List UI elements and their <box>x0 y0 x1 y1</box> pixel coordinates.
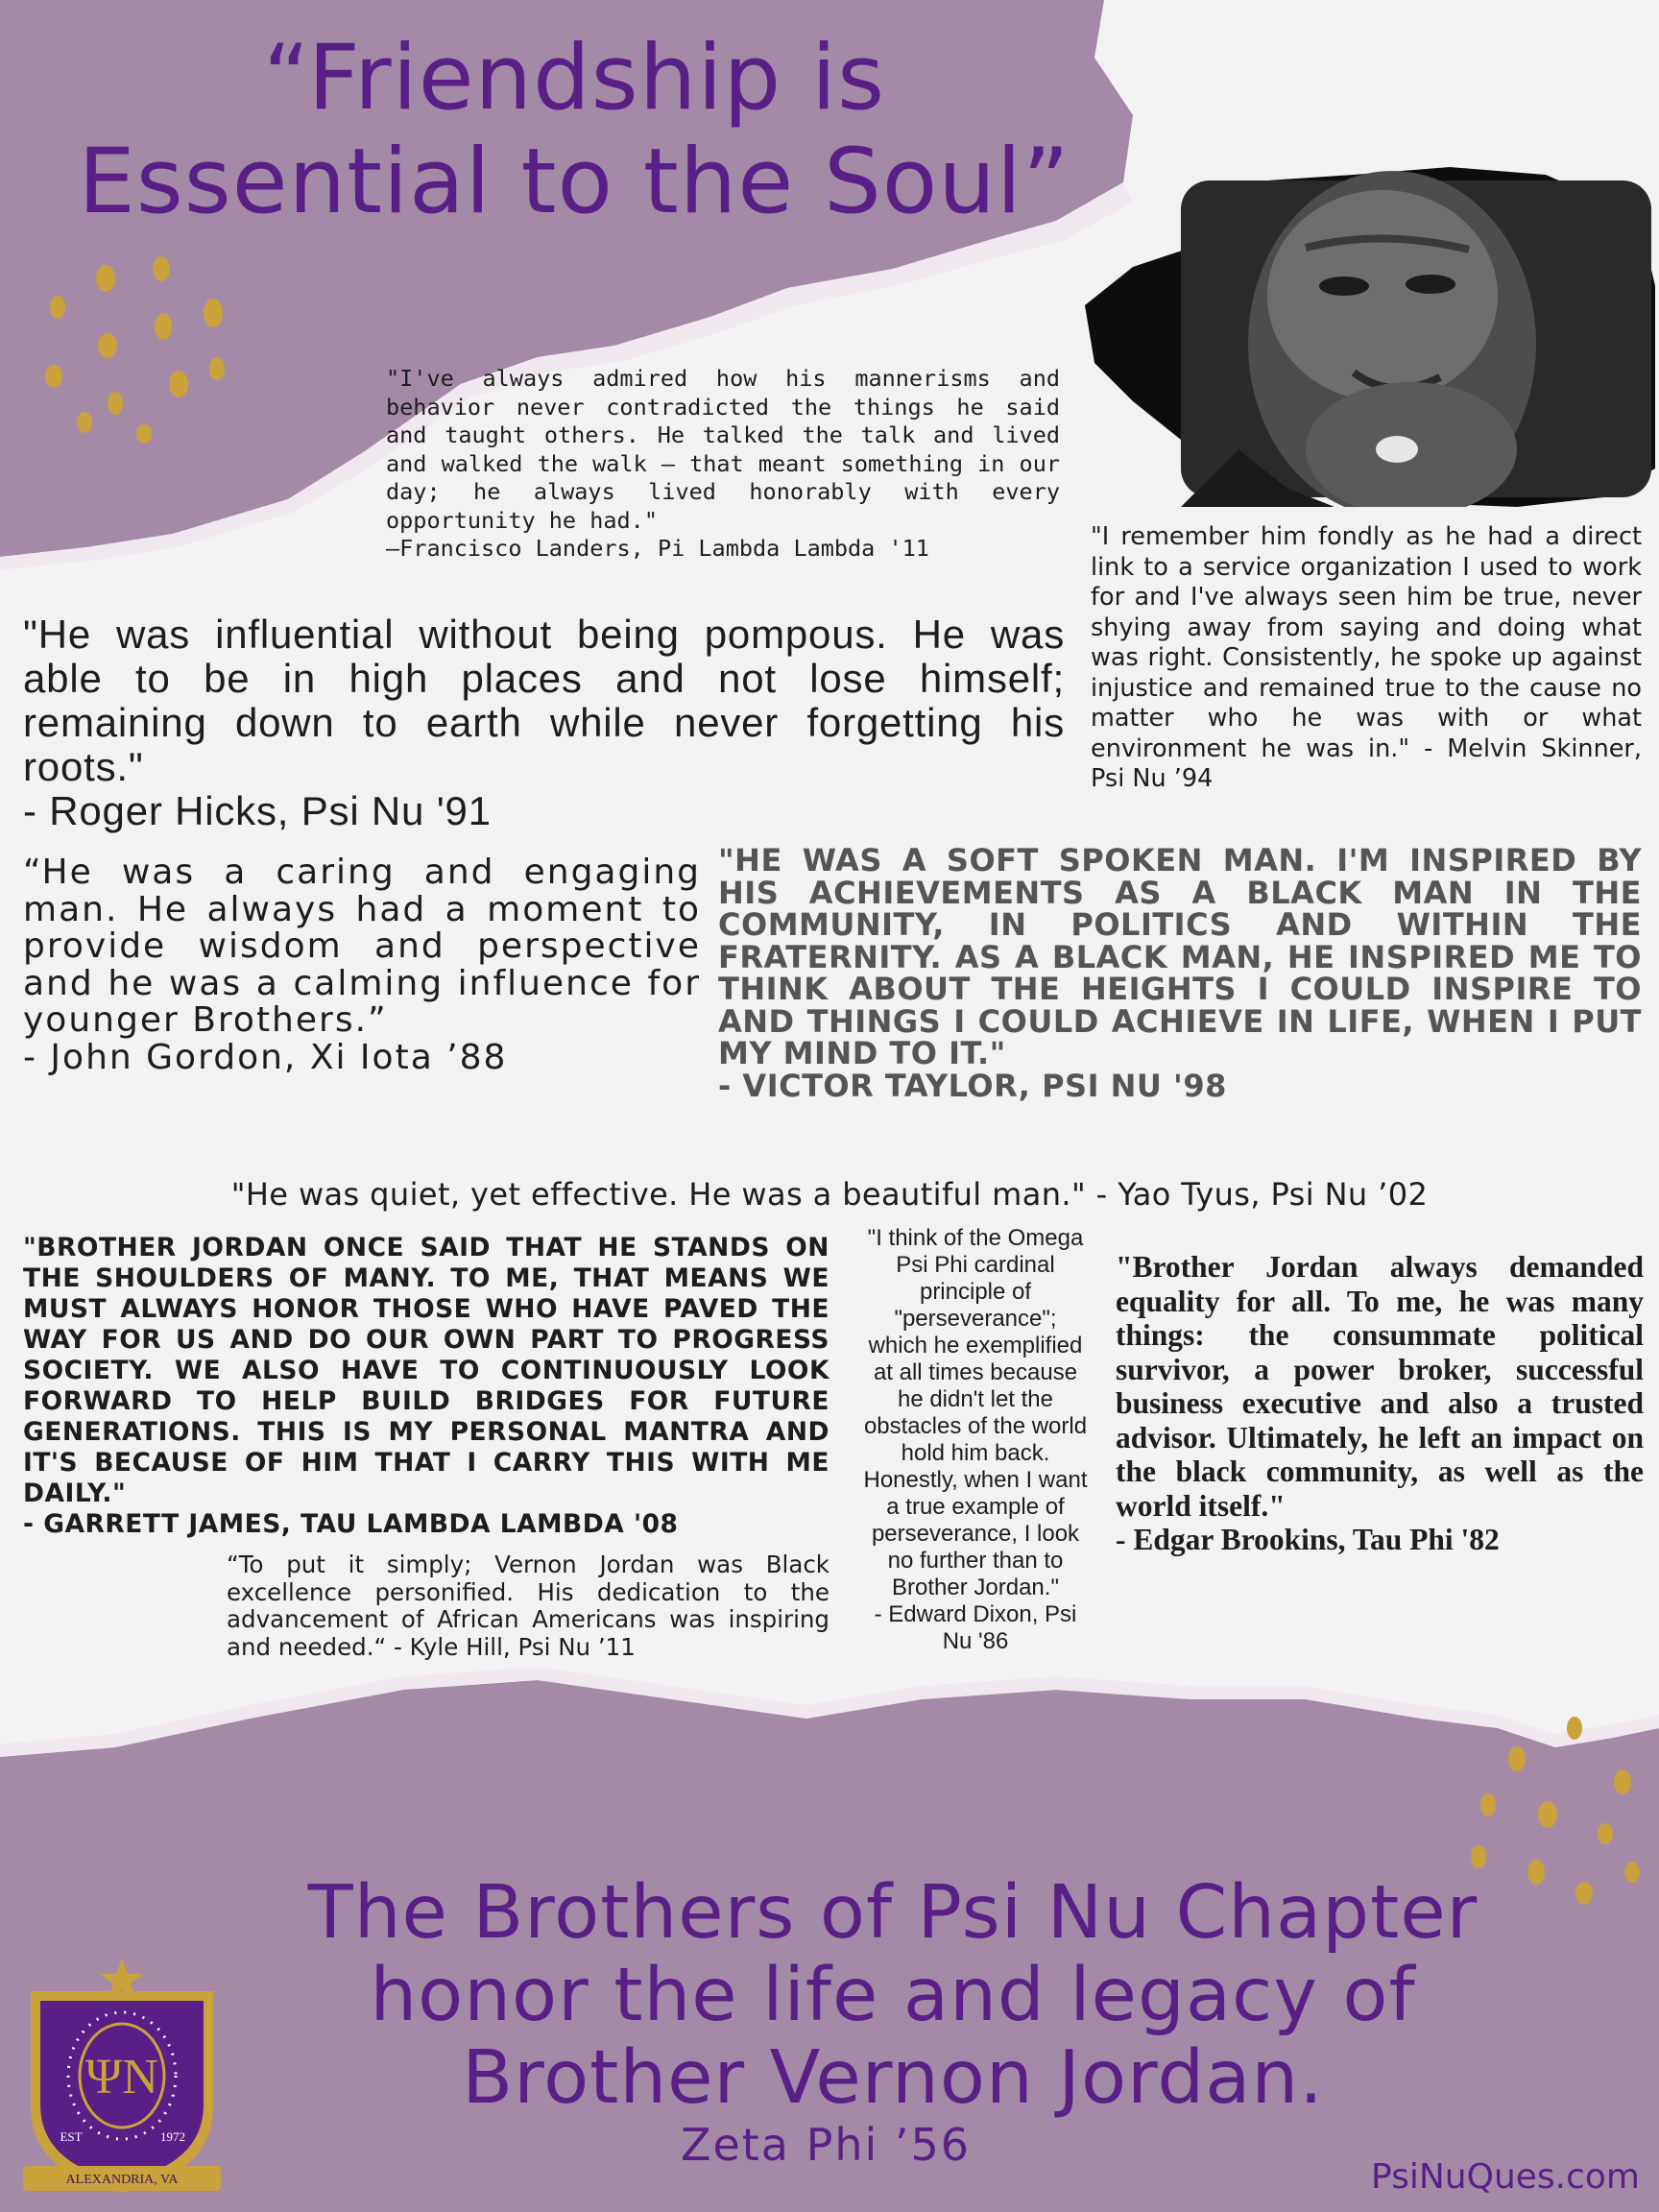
page-title-line-2: Essential to the Soul” <box>78 130 1070 234</box>
website-link[interactable]: PsiNuQues.com <box>1371 2157 1640 2197</box>
quote-attribution: - GARRETT JAMES, TAU LAMBDA LAMBDA '08 <box>23 1509 679 1539</box>
crest-letters: ΨN <box>85 2050 158 2104</box>
quote-text: "I've always admired how his mannerisms and behavior never contradicted the things he said and taught others. He talked the talk and lived and walked the walk – that meant something in our day; he always lived honorably with every opportunity he had." <box>386 365 1060 534</box>
quote-attribution: - VICTOR TAYLOR, PSI NU '98 <box>718 1067 1227 1104</box>
class-year: Zeta Phi ’56 <box>680 2119 972 2171</box>
quote-text: "HE WAS A SOFT SPOKEN MAN. I'M INSPIRED BY HIS ACHIEVEMENTS AS A BLACK MAN IN THE COMMUNITY, IN POLITICS AND WITHIN THE FRATERNITY. AS A BLACK MAN, HE INSPIRED ME TO THINK ABOUT THE HEIGHTS I COULD INSPIRE TO AND THINGS I COULD ACHIEVE IN LIFE, WHEN I PUT MY MIND TO IT." <box>718 842 1642 1071</box>
page-title-line-1: “Friendship is <box>262 26 886 131</box>
quote-attribution: - Edward Dixon, Psi Nu '86 <box>874 1601 1077 1654</box>
portrait-photo <box>1066 161 1655 507</box>
quote-roger-hicks <box>23 613 1065 833</box>
crest-location: ALEXANDRIA, VA <box>65 2173 179 2187</box>
crest-year: 1972 <box>160 2129 185 2144</box>
quote-attribution: - Edgar Brookins, Tau Phi '82 <box>1116 1523 1500 1556</box>
quote-john-gordon <box>23 854 701 1076</box>
quote-text: "I think of the Omega Psi Phi cardinal principle of "perseverance"; which he exemplified at all times because he didn't let the obstacles of the world hold him back. Honestly, when I want a true example of perseverance, I look no further than to Brother Jordan." <box>863 1225 1088 1600</box>
quote-attribution: - John Gordon, Xi Iota ’88 <box>23 1037 508 1077</box>
quote-text: "I remember him fondly as he had a direct link to a service organization I used to work for and I've always seen him be true, never shying away from saying and doing what was right. Consistently, he spoke up against injustice and remained true to the cause no matter who he was with or what environment he was in." <box>1091 522 1642 763</box>
chapter-crest-logo <box>21 1953 223 2199</box>
quote-edward-dixon <box>862 1225 1089 1655</box>
quote-edgar-brookins <box>1116 1250 1644 1557</box>
quote-text: “He was a caring and engaging man. He always had a moment to provide wisdom and perspective and he was a calming influence for younger Brothers.” <box>23 853 701 1040</box>
tribute-heading <box>144 1872 1642 2120</box>
quote-kyle-hill: “To put it simply; Vernon Jordan was Black excellence personified. His dedication to the advancement of African Americans was inspiring and needed.“ - Kyle Hill, Psi Nu ’11 <box>227 1551 830 1661</box>
quote-attribution: - Roger Hicks, Psi Nu '91 <box>23 788 492 833</box>
quote-text: "He was influential without being pompous. He was able to be in high places and not lose himself; remaining down to earth while never forgetting his roots." <box>23 612 1065 789</box>
page-title <box>27 27 1121 234</box>
quote-victor-taylor <box>718 842 1642 1104</box>
quote-francisco-landers <box>386 365 1060 564</box>
crest-est-label: EST <box>60 2129 83 2144</box>
quote-yao-tyus: "He was quiet, yet effective. He was a beautiful man." - Yao Tyus, Psi Nu ’02 <box>230 1176 1429 1213</box>
tribute-line-2: honor the life and legacy of <box>370 1953 1416 2038</box>
quote-garrett-james <box>23 1233 830 1540</box>
quote-text: "Brother Jordan always demanded equality for all. To me, he was many things: the consummate political survivor, a power broker, successful business executive and also a trusted advisor. Ultimately, he left an impact on the black community, as well as the world itself." <box>1116 1250 1644 1523</box>
quote-melvin-skinner <box>1091 522 1642 795</box>
tribute-line-3: Brother Vernon Jordan. <box>462 2035 1324 2121</box>
quote-attribution: - Melvin Skinner, Psi Nu ’94 <box>1091 733 1643 793</box>
tribute-line-1: The Brothers of Psi Nu Chapter <box>307 1870 1479 1956</box>
quote-text: "BROTHER JORDAN ONCE SAID THAT HE STANDS ON THE SHOULDERS OF MANY. TO ME, THAT MEANS WE MUST ALWAYS HONOR THOSE WHO HAVE PAVED THE WAY FOR US AND DO OUR OWN PART TO PROGRESS SOCIETY. WE ALSO HAVE TO CONTINUOUSLY LOOK FORWARD TO HELP BUILD BRIDGES FOR FUTURE GENERATIONS. THIS IS MY PERSONAL MANTRA AND IT'S BECAUSE OF HIM THAT I CARRY THIS WITH ME DAILY." <box>23 1233 830 1508</box>
quote-attribution: –Francisco Landers, Pi Lambda Lambda '11 <box>386 535 929 562</box>
